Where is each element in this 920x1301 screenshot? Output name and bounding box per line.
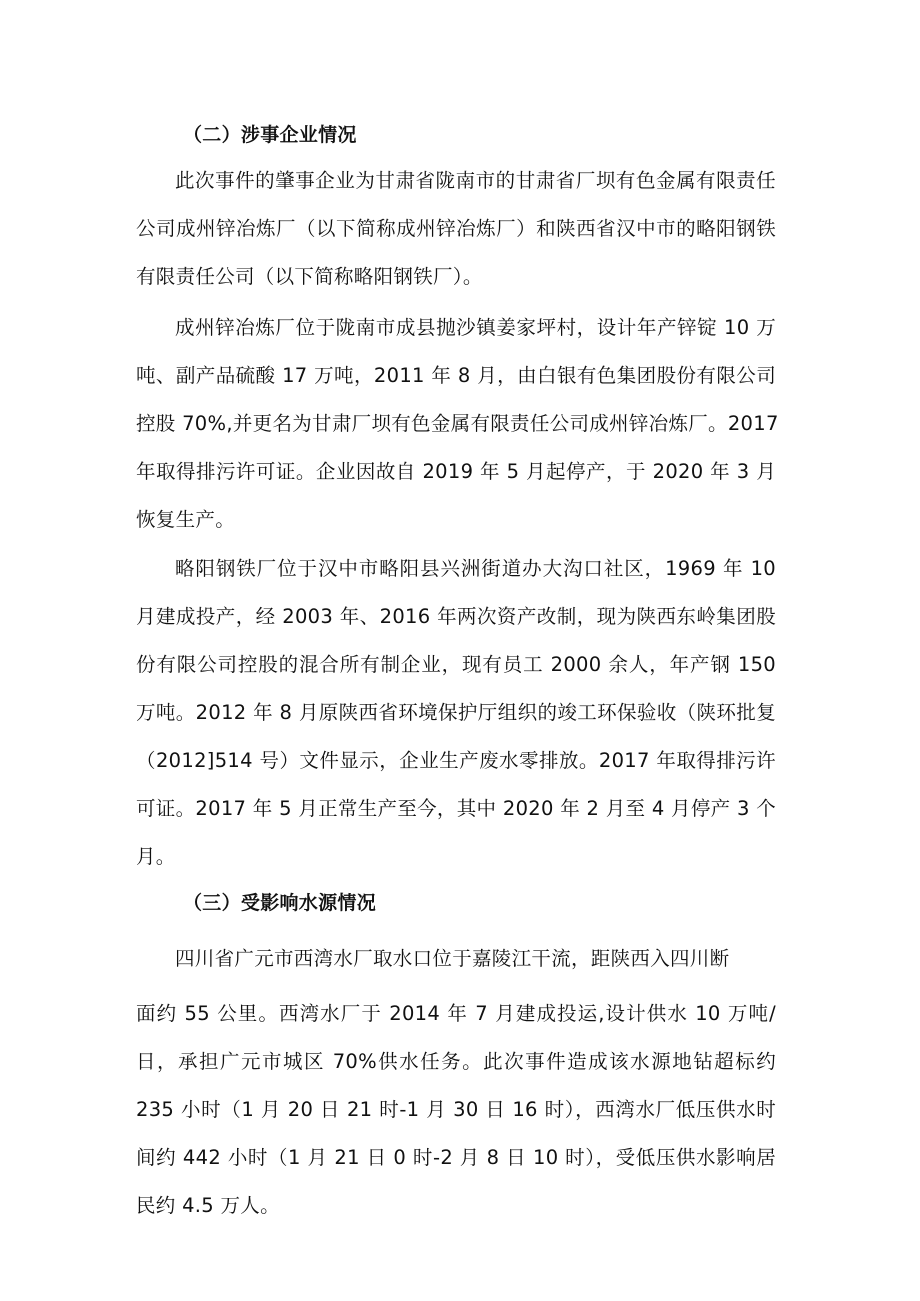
text-line: 略阳钢铁厂位于汉中市略阳县兴洲街道办大沟口社区，1969 年 10 xyxy=(175,557,776,580)
text-line: 日，承担广元市城区 70%供水任务。此次事件造成该水源地钻超标约 xyxy=(136,1050,776,1073)
text-line: （2012]514 号）文件显示，企业生产废水零排放。2017 年取得排污许 xyxy=(136,749,776,772)
text-line: 公司成州锌冶炼厂（以下简称成州锌冶炼厂）和陕西省汉中市的略阳钢铁 xyxy=(136,217,776,240)
text-line: 月。 xyxy=(136,845,176,868)
section-heading: （二）涉事企业情况 xyxy=(183,124,357,146)
text-line: 份有限公司控股的混合所有制企业，现有员工 2000 余人，年产钢 150 xyxy=(136,653,776,676)
text-line: 可证。2017 年 5 月正常生产至今，其中 2020 年 2 月至 4 月停产 3 个 xyxy=(136,797,776,820)
text-line: 控股 70%,并更名为甘肃厂坝有色金属有限责任公司成州锌冶炼厂。2017 xyxy=(136,412,779,435)
text-line: 年取得排污许可证。企业因故自 2019 年 5 月起停产，于 2020 年 3 月 xyxy=(136,460,776,483)
text-line: 恢复生产。 xyxy=(136,508,236,531)
text-line: 有限责任公司（以下简称略阳钢铁厂）。 xyxy=(136,265,483,288)
text-line: 间约 442 小时（1 月 21 日 0 时-2 月 8 日 10 时），受低压供水影响居 xyxy=(136,1146,776,1169)
text-line: 万吨。2012 年 8 月原陕西省环境保护厅组织的竣工环保验收（陕环批复 xyxy=(136,701,776,724)
text-line: 面约 55 公里。西湾水厂于 2014 年 7 月建成投运,设计供水 10 万吨/ xyxy=(136,1002,776,1025)
section-heading: （三）受影响水源情况 xyxy=(183,892,377,914)
text-line: 月建成投产，经 2003 年、2016 年两次资产改制，现为陕西东岭集团股 xyxy=(136,605,776,628)
text-line: 四川省广元市西湾水厂取水口位于嘉陵江干流，距陕西入四川断 xyxy=(175,947,730,970)
text-line: 吨、副产品硫酸 17 万吨，2011 年 8 月，由白银有色集团股份有限公司 xyxy=(136,364,776,387)
text-line: 此次事件的肇事企业为甘肃省陇南市的甘肃省厂坝有色金属有限责任 xyxy=(175,169,776,192)
text-line: 民约 4.5 万人。 xyxy=(136,1194,280,1217)
text-line: 235 小时（1 月 20 日 21 时-1 月 30 日 16 时），西湾水厂低压供水时 xyxy=(136,1098,776,1121)
text-line: 成州锌冶炼厂位于陇南市成县抛沙镇姜家坪村，设计年产锌锭 10 万 xyxy=(175,316,776,339)
